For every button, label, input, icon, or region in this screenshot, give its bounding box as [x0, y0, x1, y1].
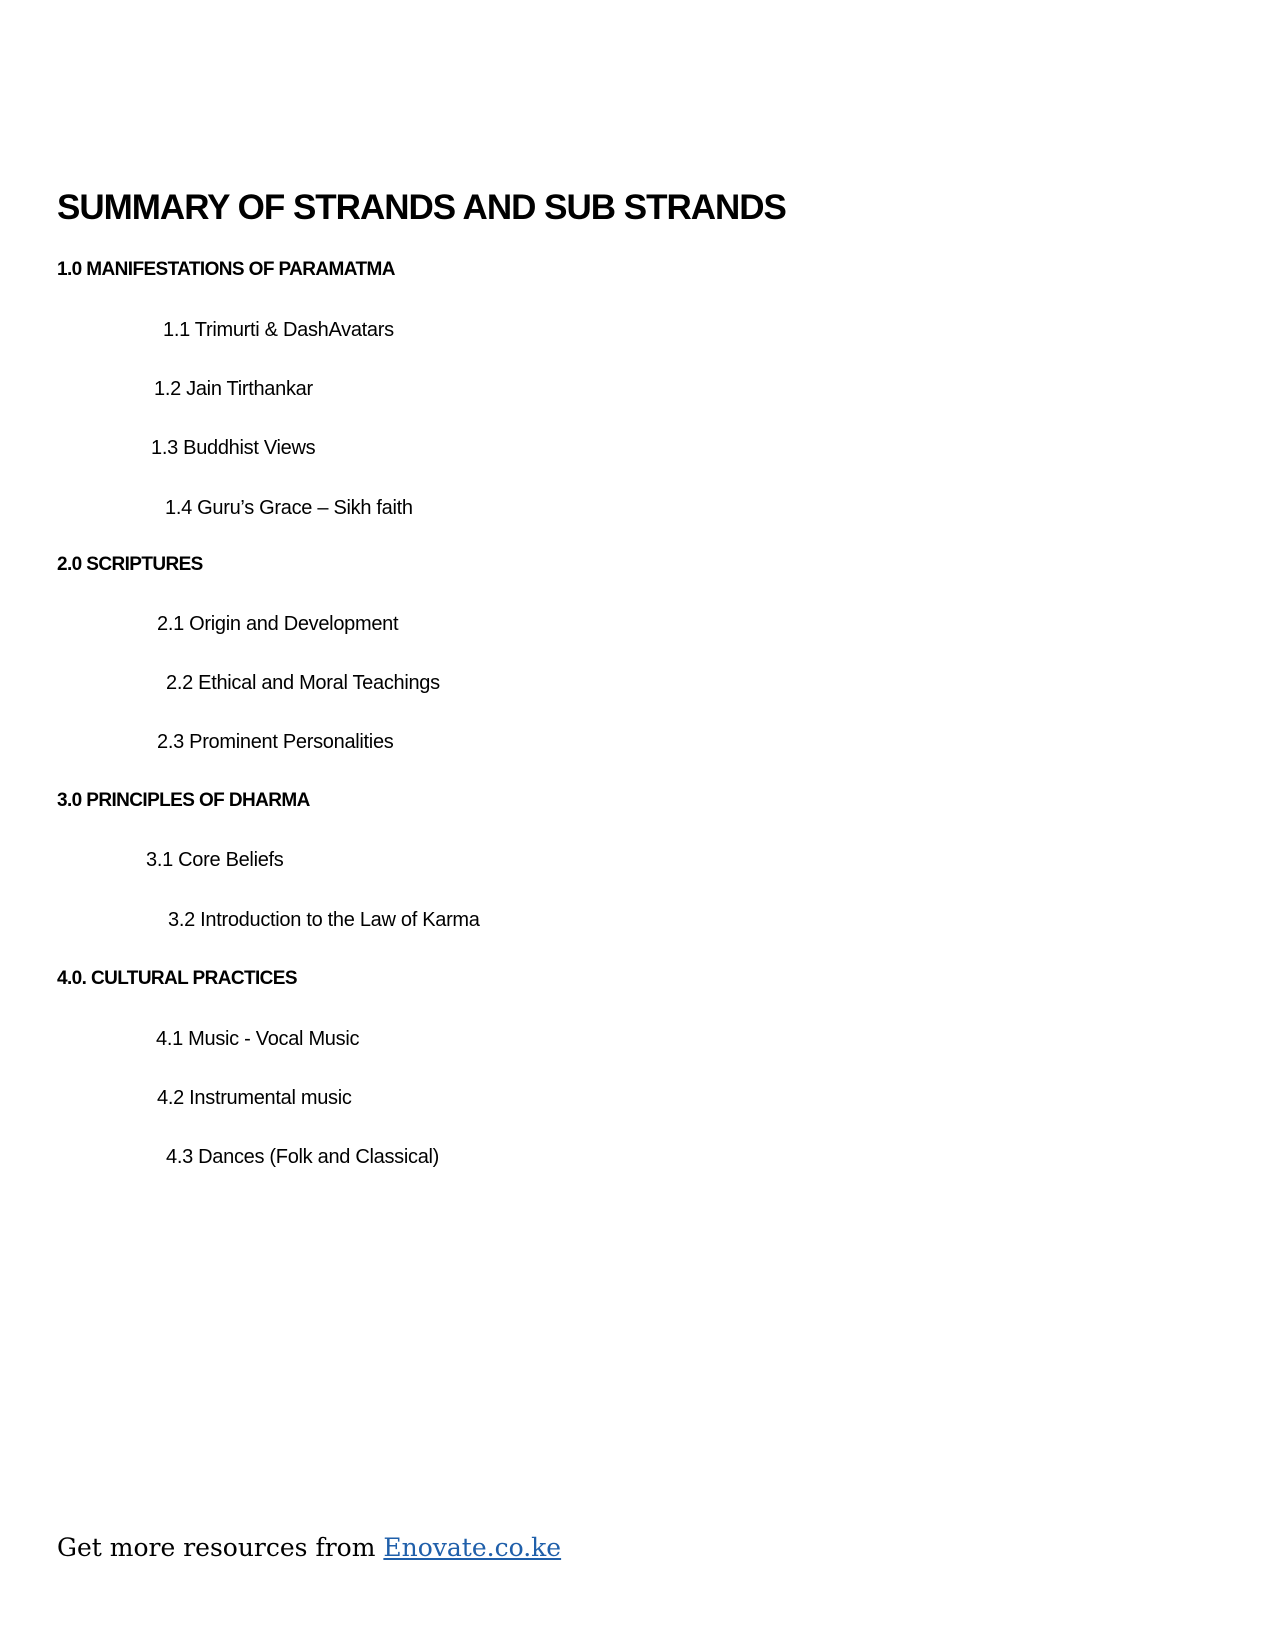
page-title: SUMMARY OF STRANDS AND SUB STRANDS: [57, 188, 786, 227]
sub-strand-1-1: 1.1 Trimurti & DashAvatars: [163, 319, 394, 341]
sub-strand-3-1: 3.1 Core Beliefs: [146, 849, 284, 871]
sub-strand-2-2: 2.2 Ethical and Moral Teachings: [166, 672, 440, 694]
strand-heading-3: 3.0 PRINCIPLES OF DHARMA: [57, 790, 310, 811]
strand-heading-4: 4.0. CULTURAL PRACTICES: [57, 968, 297, 989]
enovate-link[interactable]: Enovate.co.ke: [383, 1533, 562, 1562]
sub-strand-1-2: 1.2 Jain Tirthankar: [154, 378, 313, 400]
sub-strand-2-1: 2.1 Origin and Development: [157, 613, 399, 635]
sub-strand-3-2: 3.2 Introduction to the Law of Karma: [168, 909, 480, 931]
sub-strand-4-1: 4.1 Music - Vocal Music: [156, 1028, 360, 1050]
sub-strand-4-2: 4.2 Instrumental music: [157, 1087, 352, 1109]
sub-strand-2-3: 2.3 Prominent Personalities: [157, 731, 394, 753]
sub-strand-4-3: 4.3 Dances (Folk and Classical): [166, 1146, 440, 1168]
footer-text: Get more resources from: [57, 1533, 384, 1562]
strand-heading-2: 2.0 SCRIPTURES: [57, 554, 203, 575]
strand-heading-1: 1.0 MANIFESTATIONS OF PARAMATMA: [57, 259, 395, 280]
sub-strand-1-4: 1.4 Guru’s Grace – Sikh faith: [165, 497, 413, 519]
footer: [57, 1533, 561, 1562]
sub-strand-1-3: 1.3 Buddhist Views: [151, 437, 316, 459]
